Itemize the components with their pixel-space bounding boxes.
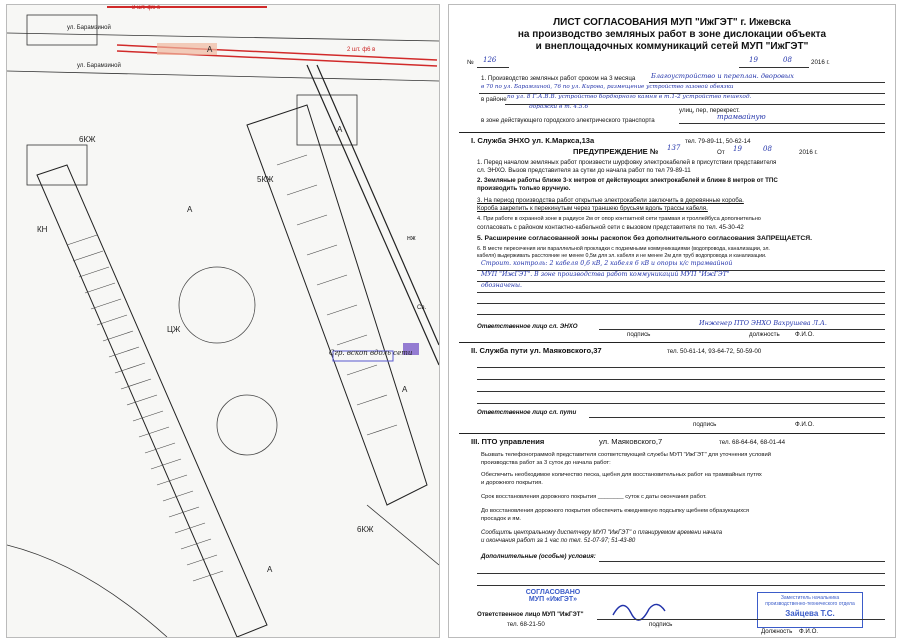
stamp-approved-line-2: МУП «ИжГЭТ»	[528, 596, 578, 603]
s1-p4b: согласовать с районом контактно-кабельной сети с вызовом представителя по тел. 45-30-42	[477, 224, 744, 231]
s1-handwritten-3: обозначены.	[481, 282, 522, 289]
map-label-a3: А	[187, 205, 193, 214]
s1-warning-label: ПРЕДУПРЕЖДЕНИЕ №	[573, 147, 659, 156]
map-label-red-2: 2 шт. ф6 в	[347, 47, 376, 53]
s1-from-month: 08	[763, 145, 772, 153]
s3-item-5b: и окончания работ за 1 час по тел. 51-07-97; 51-43-80	[481, 538, 636, 544]
footer-position-caption: Должность	[761, 628, 793, 635]
s1-responsible-handwritten: Инженер ПТО ЭНХО Вахрушева Л.А.	[699, 319, 827, 327]
map-circle-1	[179, 267, 255, 343]
s1-year: 2016 г.	[799, 149, 818, 156]
p1-region-label: в районе	[481, 96, 507, 103]
s1-handwritten-2: МУП "ИжГЭТ". В зоне производства работ коммуникаций МУП "ИжГЭТ"	[481, 271, 730, 278]
p1-handwritten-3: по ул. 8 Г.А.В.В. устройство бордюрного камня в т.1-2 устройство пешеход.	[507, 94, 752, 100]
s1-warning-number: 137	[667, 144, 681, 152]
s2-title: II. Служба пути ул. Маяковского,37	[471, 346, 602, 355]
doc-date-month: 08	[783, 56, 792, 64]
doc-title-1: ЛИСТ СОГЛАСОВАНИЯ МУП "ИжГЭТ" г. Ижевска	[553, 17, 791, 28]
approval-sheet	[448, 4, 896, 638]
p1-handwritten-4: дорожки в т. 4.5.6	[529, 104, 589, 110]
stamp-approved-line-1: СОГЛАСОВАНО	[525, 589, 581, 596]
s3-tel: тел. 68-64-64, 68-01-44	[719, 439, 786, 446]
stamp-deputy	[757, 592, 863, 628]
p1-street-label: улиц, пер, перекрест.	[679, 107, 740, 114]
map-label-street-2: ул. Барамзиной	[77, 63, 121, 69]
s3-extra-label: Дополнительные (особые) условия:	[481, 553, 596, 560]
s1-sign-caption: подпись	[627, 331, 651, 338]
p1-zone-label: в зоне действующего городского электрического транспорта	[481, 117, 655, 124]
s1-handwritten-1: Строит. контроль: 2 кабеля 0,6 кВ, 2 кабеля 6 кВ и опоры к/с трамвайной	[481, 260, 733, 267]
map-label-zh3: 6КЖ	[357, 525, 374, 534]
s1-p2b: производить только вручную.	[477, 185, 571, 192]
s1-tel: тел. 79-89-11, 50-62-14	[685, 138, 751, 145]
s3-address: ул. Маяковского,7	[599, 437, 663, 446]
s1-position-caption: должность	[749, 331, 780, 338]
s3-item-5: Сообщить центральному диспетчеру МУП "ИжГЭТ" о планируемом времени начала	[481, 530, 723, 536]
s2-tel: тел. 50-61-14, 93-64-72, 50-59-00	[667, 348, 762, 355]
p1-handwritten-1: Благоустройство и переплан. дворовых	[651, 72, 794, 80]
map-label-ne: нж	[407, 235, 416, 242]
s1-p6: 6. В месте пересечения или параллельной прокладки с подземными коммуникациями (водопровода, канализации, эл.	[477, 246, 770, 252]
doc-number-label: №	[467, 59, 474, 66]
s1-p3: 3. На период производства работ открытые электрокабели заключить в деревянные короба.	[477, 197, 744, 204]
map-label-a2: А	[337, 125, 343, 134]
doc-date-year: 2016 г.	[811, 59, 830, 66]
s1-title: I. Служба ЭНХО ул. К.Маркса,13а	[471, 136, 595, 145]
map-label-sv: Св.	[417, 305, 427, 311]
stamp-approved	[509, 589, 597, 611]
s1-from-label: От	[717, 149, 725, 156]
map-label-a1: А	[207, 45, 213, 54]
footer-responsible-label: Ответственное лицо МУП "ИжГЭТ"	[477, 611, 584, 618]
s1-fio-caption: Ф.И.О.	[795, 331, 815, 338]
doc-title-3: и внеплощадочных коммуникаций сетей МУП "ИжГЭТ"	[535, 41, 809, 52]
s1-p6b: кабеля) выдерживать расстояние не менее 0,5м для эл. кабеля и не менее 2м для труб водопровода и канализации.	[477, 253, 767, 259]
doc-title-2: на производство земляных работ в зоне дислокации объекта	[517, 29, 827, 40]
map-hatching	[67, 155, 397, 581]
doc-date-day: 19	[749, 56, 758, 64]
map-long-building	[37, 105, 427, 637]
s2-fio-caption: Ф.И.О.	[795, 421, 815, 428]
s3-item-2: Обеспечить необходимое количество песка, щебня для восстановительных работ на трамвайных путях	[481, 472, 762, 478]
s3-item-4: До восстановления дорожного покрытия обеспечить ежедневную подсыпку щебнем образующихся	[481, 508, 750, 514]
s2-sign-caption: подпись	[693, 421, 717, 428]
s3-title: III. ПТО управления	[471, 437, 545, 446]
map-drawing	[7, 5, 439, 637]
stamp-deputy-line-2: производственно-технического отдела	[765, 601, 855, 607]
footer-fio-caption: Ф.И.О.	[799, 628, 819, 635]
map-label-cj: ЦЖ	[167, 325, 181, 334]
s3-item-2b: и дорожного покрытия.	[481, 480, 543, 486]
map-label-kn: КН	[37, 225, 48, 234]
map-label-a5: А	[267, 565, 273, 574]
stamp-deputy-name: Зайцева Т.С.	[785, 609, 835, 618]
map-handwritten-note: Сгр. вскоп вдоль сети	[329, 349, 413, 357]
doc-number-value: 126	[483, 56, 497, 64]
map-label-red-top: 2 шт. ф6 в	[132, 5, 161, 11]
map-label-street-1: ул. Барамзиной	[67, 25, 111, 31]
map-label-zh1: 6КЖ	[79, 135, 96, 144]
s1-p1b: сл. ЭНХО. Вызов представителя за сутки до начала работ по тел 79-89-11	[477, 167, 691, 174]
s1-p4: 4. При работе в охранной зоне в радиусе 2м от опор контактной сети трамвая и троллейбуса дополнительно	[477, 216, 761, 222]
s3-item-1: Вызвать телефонограммой представителя соответствующей службы МУП "ИжГЭТ" для уточнения условий	[481, 452, 771, 458]
s3-item-1b: производства работ за 3 суток до начала работ:	[481, 460, 611, 466]
s3-item-4b: просадок и ям.	[481, 516, 522, 522]
p1-handwritten-2: в 70 по ул. Барамзиной, 76 по ул. Кирова, размещение устройство газовой обвязки	[481, 84, 734, 90]
s1-responsible-label: Ответственное лицо сл. ЭНХО	[477, 323, 578, 330]
s1-p5: 5. Расширение согласованной зоны раскопок без дополнительного согласования ЗАПРЕЩАЕТСЯ.	[477, 235, 812, 242]
s1-from-day: 19	[733, 145, 742, 153]
stamp-deputy-line-1: Заместитель начальника	[780, 595, 840, 601]
p1-label: 1. Производство земляных работ сроком на 3 месяца	[481, 75, 636, 82]
s1-p3b: Короба закрепить к перекинутым через траншею брусьям вдоль трассы кабеля.	[477, 205, 708, 212]
footer-sign-caption: подпись	[649, 621, 673, 628]
map-tram-line-2	[317, 65, 439, 345]
footer-tel: тел. 68-21-50	[507, 621, 545, 628]
s1-p1: 1. Перед началом земляных работ произвести шурфовку электрокабелей в присутствии представителя	[477, 159, 777, 166]
s3-item-3: Срок восстановления дорожного покрытия ________ суток с даты окончания работ.	[481, 494, 707, 500]
p1-zone-handwritten: трамвайную	[717, 113, 766, 121]
map-circle-2	[217, 395, 277, 455]
map-label-a4: А	[402, 385, 408, 394]
map-label-zh2: 5КЖ	[257, 175, 274, 184]
site-map	[6, 4, 440, 638]
s2-responsible-label: Ответственное лицо сл. пути	[477, 409, 577, 416]
s1-p2: 2. Земляные работы ближе 3-х метров от действующих электрокабелей и ближе 8 метров от ТПС	[477, 177, 778, 184]
map-building-3	[27, 145, 87, 185]
